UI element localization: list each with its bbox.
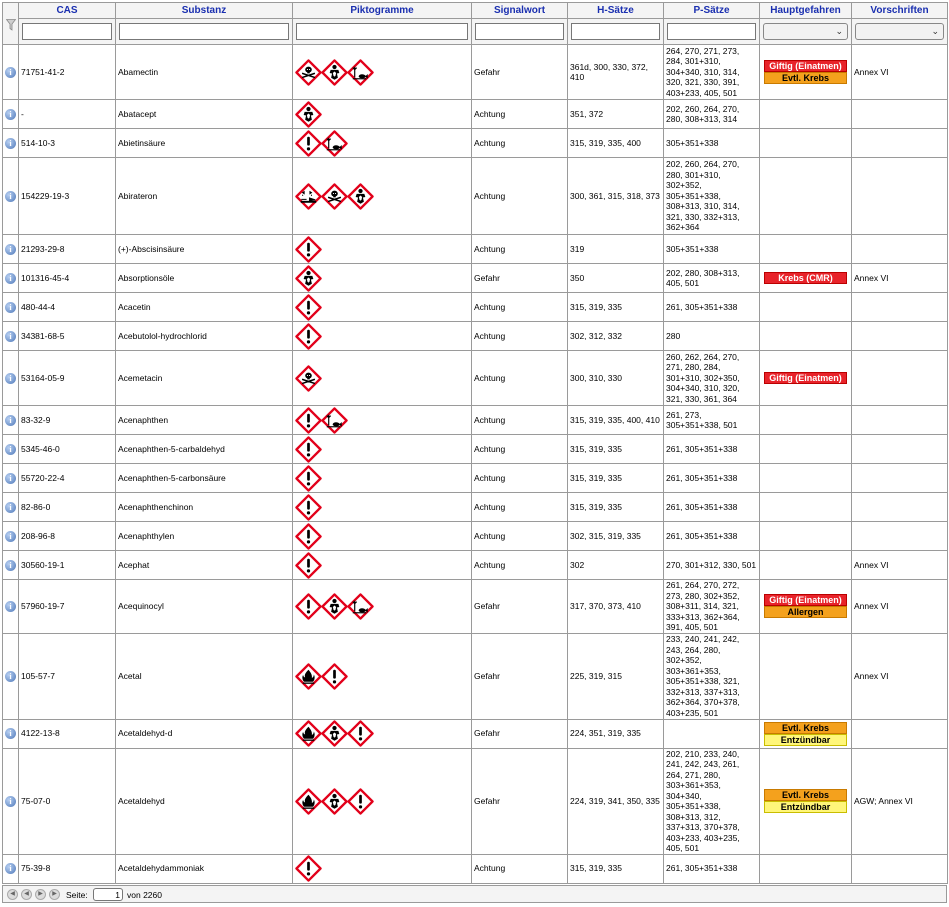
hauptgefahren-cell (760, 522, 852, 551)
substanz-cell: Acetal (116, 633, 293, 719)
vorschriften-cell: AGW; Annex VI (852, 748, 948, 854)
info-icon[interactable]: i (5, 273, 16, 284)
hazard-badge: Entzündbar (764, 734, 847, 746)
info-icon[interactable]: i (5, 728, 16, 739)
info-icon[interactable]: i (5, 415, 16, 426)
substance-table (2, 2, 948, 884)
table-row[interactable] (3, 719, 948, 748)
substanz-cell: Acenaphthen (116, 406, 293, 435)
piktogramme-cell (293, 406, 472, 435)
hazard-badge: Evtl. Krebs (764, 789, 847, 801)
piktogramme-cell (293, 264, 472, 293)
col-header-hauptgefahren[interactable]: Hauptgefahren (760, 3, 852, 19)
hauptgefahren-cell (760, 322, 852, 351)
ghs02-pictogram-icon (295, 788, 322, 815)
cas-cell: 4122-13-8 (19, 719, 116, 748)
h-saetze-cell: 319 (568, 235, 664, 264)
hauptgefahren-cell (760, 493, 852, 522)
info-icon[interactable]: i (5, 796, 16, 807)
table-row[interactable] (3, 100, 948, 129)
signalwort-cell: Achtung (472, 406, 568, 435)
ghs07-pictogram-icon (295, 523, 322, 550)
info-icon[interactable]: i (5, 138, 16, 149)
p-saetze-cell: 260, 262, 264, 270, 271, 280, 284, 301+310, 302+350, 304+340, 310, 320, 321, 330, 361, 364 (664, 351, 760, 406)
first-page-button[interactable]: ◀ (7, 889, 18, 900)
vorschriften-cell (852, 435, 948, 464)
table-row[interactable] (3, 580, 948, 634)
signalwort-cell: Achtung (472, 100, 568, 129)
substanz-cell: Acenaphthen-5-carbonsäure (116, 464, 293, 493)
cas-cell: 53164-05-9 (19, 351, 116, 406)
substanz-cell: Abatacept (116, 100, 293, 129)
cas-cell: 82-86-0 (19, 493, 116, 522)
info-icon[interactable]: i (5, 502, 16, 513)
info-icon[interactable]: i (5, 601, 16, 612)
ghs08-pictogram-icon (321, 593, 348, 620)
vorschriften-cell (852, 854, 948, 883)
vorschriften-cell: Annex VI (852, 580, 948, 634)
hauptgefahren-cell (760, 580, 852, 634)
ghs07-pictogram-icon (295, 130, 322, 157)
p-saetze-cell: 202, 210, 233, 240, 241, 242, 243, 261, 264, 271, 280, 303+361+353, 304+340, 305+351+338, 308+313, 312, 337+313, 370+378, 403+233, 403+235, 405, 501 (664, 748, 760, 854)
signalwort-cell: Achtung (472, 522, 568, 551)
h-saetze-cell: 350 (568, 264, 664, 293)
ghs06-pictogram-icon (321, 183, 348, 210)
ghs07-pictogram-icon (295, 436, 322, 463)
table-row[interactable] (3, 435, 948, 464)
piktogramme-cell (293, 719, 472, 748)
substanz-cell: Acephat (116, 551, 293, 580)
hauptgefahren-cell (760, 464, 852, 493)
cas-cell: 514-10-3 (19, 129, 116, 158)
signalwort-cell: Achtung (472, 129, 568, 158)
piktogramme-cell (293, 854, 472, 883)
cas-cell: 21293-29-8 (19, 235, 116, 264)
filter-icon-cell (3, 19, 19, 45)
piktogramme-cell (293, 435, 472, 464)
hauptgefahren-cell (760, 551, 852, 580)
p-saetze-cell: 305+351+338 (664, 235, 760, 264)
signalwort-cell: Achtung (472, 322, 568, 351)
ghs09-pictogram-icon (321, 407, 348, 434)
signalwort-cell: Achtung (472, 235, 568, 264)
vorschriften-cell (852, 322, 948, 351)
table-row[interactable] (3, 158, 948, 235)
vorschriften-cell: Annex VI (852, 45, 948, 100)
info-icon[interactable]: i (5, 331, 16, 342)
ghs07-pictogram-icon (295, 593, 322, 620)
substanz-cell: Acequinocyl (116, 580, 293, 634)
info-icon[interactable]: i (5, 531, 16, 542)
cas-cell: - (19, 100, 116, 129)
signalwort-cell: Achtung (472, 293, 568, 322)
cas-cell: 154229-19-3 (19, 158, 116, 235)
signalwort-filter-input[interactable] (475, 23, 564, 40)
col-header-vorschriften[interactable]: Vorschriften (852, 3, 948, 19)
piktogramme-cell (293, 129, 472, 158)
hazard-badge: Entzündbar (764, 801, 847, 813)
info-icon[interactable]: i (5, 473, 16, 484)
signalwort-cell: Gefahr (472, 633, 568, 719)
info-icon[interactable]: i (5, 863, 16, 874)
hauptgefahren-cell (760, 293, 852, 322)
info-icon[interactable]: i (5, 444, 16, 455)
p-saetze-cell: 261, 273, 305+351+338, 501 (664, 406, 760, 435)
ghs07-pictogram-icon (295, 407, 322, 434)
cas-cell: 101316-45-4 (19, 264, 116, 293)
table-row[interactable] (3, 522, 948, 551)
signalwort-cell: Achtung (472, 551, 568, 580)
piktogramme-cell (293, 464, 472, 493)
hauptgefahren-cell (760, 719, 852, 748)
vorschriften-cell (852, 129, 948, 158)
table-row[interactable] (3, 464, 948, 493)
ghs07-pictogram-icon (295, 494, 322, 521)
piktogramme-cell (293, 633, 472, 719)
table-row[interactable] (3, 854, 948, 883)
hazard-badge: Krebs (CMR) (764, 272, 847, 284)
info-icon[interactable]: i (5, 373, 16, 384)
vorschriften-cell (852, 719, 948, 748)
p-saetze-cell: 261, 305+351+338 (664, 435, 760, 464)
substanz-cell: Absorptionsöle (116, 264, 293, 293)
h-saetze-cell: 315, 319, 335 (568, 293, 664, 322)
substanz-cell: Acebutolol-hydrochlorid (116, 322, 293, 351)
h-saetze-filter-input[interactable] (571, 23, 660, 40)
substanz-cell: Acenaphthen-5-carbaldehyd (116, 435, 293, 464)
piktogramme-cell (293, 322, 472, 351)
table-row[interactable] (3, 551, 948, 580)
piktogramme-cell (293, 158, 472, 235)
col-header-p-saetze[interactable]: P-Sätze (664, 3, 760, 19)
piktogramme-cell (293, 235, 472, 264)
p-saetze-cell: 202, 260, 264, 270, 280, 308+313, 314 (664, 100, 760, 129)
h-saetze-cell: 315, 319, 335 (568, 854, 664, 883)
ghs07-pictogram-icon (295, 294, 322, 321)
ghs06-pictogram-icon (295, 365, 322, 392)
col-header-cas[interactable]: CAS (19, 3, 116, 19)
ghs07-pictogram-icon (321, 663, 348, 690)
substanz-cell: (+)-Abscisinsäure (116, 235, 293, 264)
piktogramme-cell (293, 551, 472, 580)
cas-cell: 55720-22-4 (19, 464, 116, 493)
cas-cell: 71751-41-2 (19, 45, 116, 100)
cas-cell: 30560-19-1 (19, 551, 116, 580)
next-page-button[interactable]: ▶ (35, 889, 46, 900)
hazard-badge: Evtl. Krebs (764, 722, 847, 734)
col-header-signalwort[interactable]: Signalwort (472, 3, 568, 19)
substanz-cell: Abirateron (116, 158, 293, 235)
hauptgefahren-cell (760, 435, 852, 464)
h-saetze-cell: 315, 319, 335 (568, 464, 664, 493)
substanz-cell: Acetaldehyd-d (116, 719, 293, 748)
ghs02-pictogram-icon (295, 720, 322, 747)
h-saetze-cell: 300, 361, 315, 318, 373 (568, 158, 664, 235)
table-row[interactable] (3, 406, 948, 435)
cas-cell: 5345-46-0 (19, 435, 116, 464)
h-saetze-cell: 361d, 300, 330, 372, 410 (568, 45, 664, 100)
vorschriften-cell (852, 158, 948, 235)
substanz-cell: Acacetin (116, 293, 293, 322)
ghs08-pictogram-icon (295, 101, 322, 128)
ghs07-pictogram-icon (295, 236, 322, 263)
p-saetze-cell: 202, 280, 308+313, 405, 501 (664, 264, 760, 293)
substanz-cell: Abietinsäure (116, 129, 293, 158)
hauptgefahren-cell (760, 264, 852, 293)
table-row[interactable] (3, 235, 948, 264)
piktogramme-cell (293, 100, 472, 129)
cas-cell: 75-07-0 (19, 748, 116, 854)
h-saetze-cell: 315, 319, 335 (568, 493, 664, 522)
cas-cell: 105-57-7 (19, 633, 116, 719)
table-row[interactable] (3, 322, 948, 351)
chevron-down-icon: ⌄ (835, 26, 843, 36)
table-row[interactable] (3, 264, 948, 293)
hauptgefahren-cell (760, 45, 852, 100)
substanz-filter-input[interactable] (119, 23, 289, 40)
hauptgefahren-cell (760, 854, 852, 883)
h-saetze-cell: 302, 312, 332 (568, 322, 664, 351)
piktogramme-cell (293, 522, 472, 551)
info-icon[interactable]: i (5, 67, 16, 78)
signalwort-cell: Gefahr (472, 45, 568, 100)
substanz-cell: Acenaphthylen (116, 522, 293, 551)
p-saetze-cell: 280 (664, 322, 760, 351)
hazard-badge: Giftig (Einatmen) (764, 594, 847, 606)
page-count: von 2260 (127, 890, 162, 900)
p-saetze-cell: 202, 260, 264, 270, 280, 301+310, 302+352, 305+351+338, 308+313, 310, 314, 321, 330, 332+313, 362+364 (664, 158, 760, 235)
h-saetze-cell: 315, 319, 335 (568, 435, 664, 464)
ghs07-pictogram-icon (295, 855, 322, 882)
h-saetze-cell: 315, 319, 335, 400, 410 (568, 406, 664, 435)
vorschriften-cell: Annex VI (852, 633, 948, 719)
hauptgefahren-cell (760, 633, 852, 719)
piktogramme-cell (293, 45, 472, 100)
p-saetze-cell: 261, 264, 270, 272, 273, 280, 302+352, 308+311, 314, 321, 333+313, 362+364, 391, 405, 501 (664, 580, 760, 634)
ghs07-pictogram-icon (295, 465, 322, 492)
info-icon[interactable]: i (5, 109, 16, 120)
info-icon[interactable]: i (5, 244, 16, 255)
table-row[interactable] (3, 351, 948, 406)
ghs07-pictogram-icon (295, 323, 322, 350)
vorschriften-cell (852, 464, 948, 493)
vorschriften-cell: Annex VI (852, 551, 948, 580)
p-saetze-cell (664, 719, 760, 748)
cas-cell: 34381-68-5 (19, 322, 116, 351)
hauptgefahren-cell (760, 748, 852, 854)
ghs09-pictogram-icon (321, 130, 348, 157)
h-saetze-cell: 315, 319, 335, 400 (568, 129, 664, 158)
hazard-badge: Giftig (Einatmen) (764, 60, 847, 72)
p-saetze-cell: 305+351+338 (664, 129, 760, 158)
vorschriften-cell (852, 235, 948, 264)
vorschriften-cell (852, 293, 948, 322)
p-saetze-filter-input[interactable] (667, 23, 756, 40)
cas-cell: 83-32-9 (19, 406, 116, 435)
hauptgefahren-cell (760, 129, 852, 158)
h-saetze-cell: 302 (568, 551, 664, 580)
col-header-substanz[interactable]: Substanz (116, 3, 293, 19)
cas-cell: 75-39-8 (19, 854, 116, 883)
ghs08-pictogram-icon (321, 59, 348, 86)
hauptgefahren-cell (760, 235, 852, 264)
substanz-cell: Acetaldehyd (116, 748, 293, 854)
h-saetze-cell: 300, 310, 330 (568, 351, 664, 406)
table-row[interactable] (3, 129, 948, 158)
ghs09-pictogram-icon (347, 59, 374, 86)
p-saetze-cell: 261, 305+351+338 (664, 493, 760, 522)
ghs09-pictogram-icon (347, 593, 374, 620)
piktogramme-cell (293, 580, 472, 634)
ghs08-pictogram-icon (295, 265, 322, 292)
hauptgefahren-cell (760, 406, 852, 435)
vorschriften-cell (852, 406, 948, 435)
substanz-cell: Acenaphthenchinon (116, 493, 293, 522)
p-saetze-cell: 261, 305+351+338 (664, 522, 760, 551)
cas-cell: 208-96-8 (19, 522, 116, 551)
signalwort-cell: Achtung (472, 464, 568, 493)
h-saetze-cell: 317, 370, 373, 410 (568, 580, 664, 634)
h-saetze-cell: 225, 319, 315 (568, 633, 664, 719)
info-icon[interactable]: i (5, 191, 16, 202)
hauptgefahren-cell (760, 100, 852, 129)
signalwort-cell: Gefahr (472, 580, 568, 634)
cas-cell: 480-44-4 (19, 293, 116, 322)
filter-toggle-header (3, 3, 19, 19)
col-header-h-saetze[interactable]: H-Sätze (568, 3, 664, 19)
hauptgefahren-cell (760, 351, 852, 406)
table-row[interactable] (3, 748, 948, 854)
signalwort-cell: Achtung (472, 351, 568, 406)
info-icon[interactable]: i (5, 302, 16, 313)
ghs07-pictogram-icon (295, 552, 322, 579)
prev-page-button[interactable]: ◀ (21, 889, 32, 900)
vorschriften-cell (852, 351, 948, 406)
funnel-icon[interactable] (6, 19, 16, 31)
signalwort-cell: Achtung (472, 158, 568, 235)
p-saetze-cell: 261, 305+351+338 (664, 854, 760, 883)
h-saetze-cell: 224, 319, 341, 350, 335 (568, 748, 664, 854)
signalwort-cell: Achtung (472, 435, 568, 464)
table-row[interactable] (3, 45, 948, 100)
ghs08-pictogram-icon (347, 183, 374, 210)
p-saetze-cell: 261, 305+351+338 (664, 464, 760, 493)
substanz-cell: Abamectin (116, 45, 293, 100)
substanz-cell: Acemetacin (116, 351, 293, 406)
col-header-piktogramme[interactable]: Piktogramme (293, 3, 472, 19)
substanz-cell: Acetaldehydammoniak (116, 854, 293, 883)
signalwort-cell: Gefahr (472, 719, 568, 748)
hauptgefahren-filter-select[interactable] (763, 23, 848, 40)
vorschriften-cell (852, 493, 948, 522)
piktogramme-filter-input[interactable] (296, 23, 468, 40)
info-icon[interactable]: i (5, 560, 16, 571)
vorschriften-filter-select[interactable] (855, 23, 944, 40)
piktogramme-cell (293, 351, 472, 406)
p-saetze-cell: 264, 270, 271, 273, 284, 301+310, 304+340, 310, 314, 320, 321, 330, 391, 403+233, 405, 501 (664, 45, 760, 100)
table-row[interactable] (3, 293, 948, 322)
signalwort-cell: Gefahr (472, 748, 568, 854)
page-number-input[interactable] (93, 888, 123, 901)
chevron-down-icon: ⌄ (931, 26, 939, 36)
piktogramme-cell (293, 748, 472, 854)
table-row[interactable] (3, 633, 948, 719)
p-saetze-cell: 261, 305+351+338 (664, 293, 760, 322)
piktogramme-cell (293, 293, 472, 322)
cas-filter-input[interactable] (22, 23, 112, 40)
signalwort-cell: Achtung (472, 854, 568, 883)
h-saetze-cell: 224, 351, 319, 335 (568, 719, 664, 748)
last-page-button[interactable]: ▶ (49, 889, 60, 900)
ghs07-pictogram-icon (347, 788, 374, 815)
ghs05-pictogram-icon (295, 183, 322, 210)
ghs07-pictogram-icon (347, 720, 374, 747)
vorschriften-cell (852, 100, 948, 129)
info-icon[interactable]: i (5, 671, 16, 682)
hazard-badge: Giftig (Einatmen) (764, 372, 847, 384)
cas-cell: 57960-19-7 (19, 580, 116, 634)
ghs02-pictogram-icon (295, 663, 322, 690)
table-row[interactable] (3, 493, 948, 522)
h-saetze-cell: 351, 372 (568, 100, 664, 129)
piktogramme-cell (293, 493, 472, 522)
page-label: Seite: (66, 890, 88, 900)
hauptgefahren-cell (760, 158, 852, 235)
hazard-badge: Evtl. Krebs (764, 72, 847, 84)
ghs08-pictogram-icon (321, 720, 348, 747)
p-saetze-cell: 233, 240, 241, 242, 243, 264, 280, 302+352, 303+361+353, 305+351+338, 321, 332+313, 337+313, 362+364, 370+378, 403+235, 501 (664, 633, 760, 719)
ghs06-pictogram-icon (295, 59, 322, 86)
vorschriften-cell (852, 522, 948, 551)
pager (2, 885, 947, 903)
ghs08-pictogram-icon (321, 788, 348, 815)
p-saetze-cell: 270, 301+312, 330, 501 (664, 551, 760, 580)
signalwort-cell: Gefahr (472, 264, 568, 293)
h-saetze-cell: 302, 315, 319, 335 (568, 522, 664, 551)
vorschriften-cell: Annex VI (852, 264, 948, 293)
signalwort-cell: Achtung (472, 493, 568, 522)
hazard-badge: Allergen (764, 606, 847, 618)
